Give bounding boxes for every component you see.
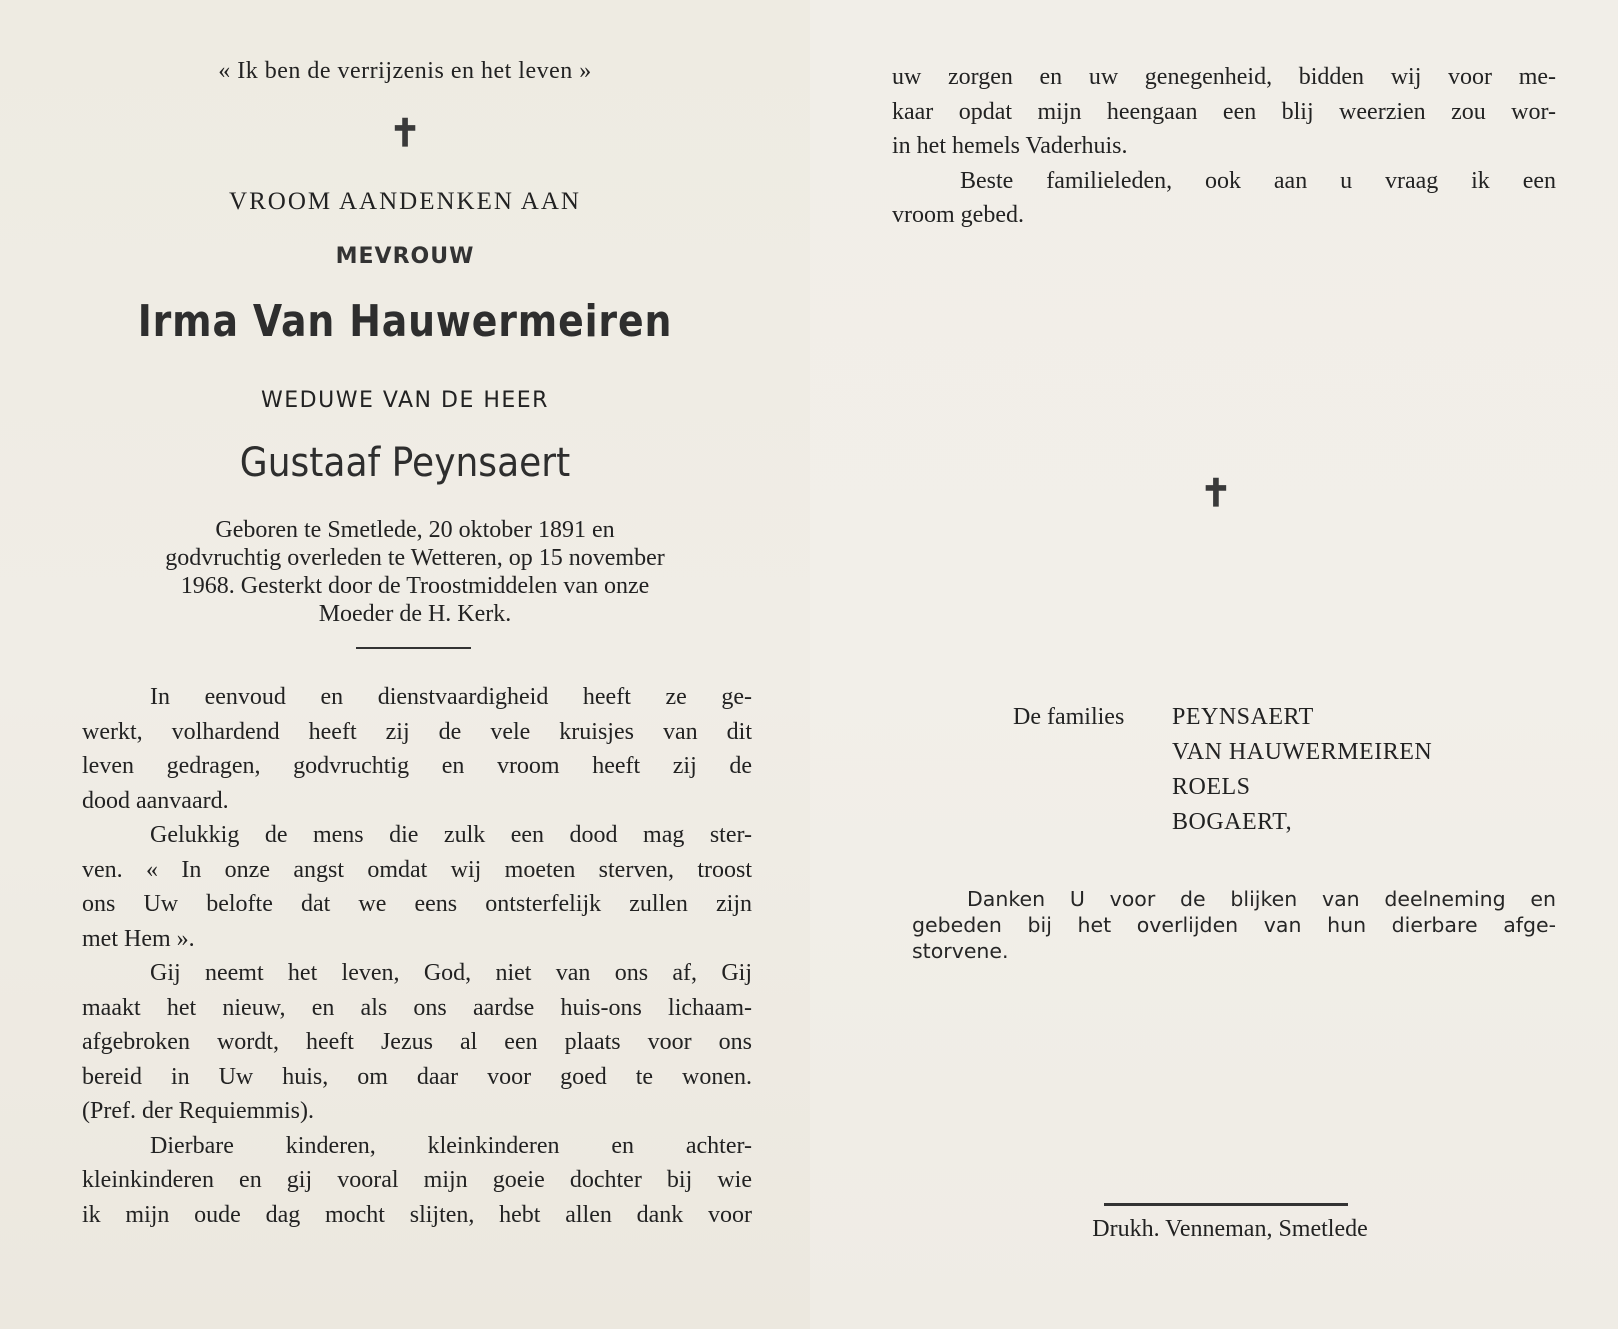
biography xyxy=(80,516,750,628)
family-row xyxy=(1013,770,1432,805)
bio-line: Geboren te Smetlede, 20 oktober 1891 en xyxy=(215,517,615,543)
text-line: kaar opdat mijn heengaan een blij weerzien zou wor- xyxy=(892,98,1556,125)
deceased-name: Irma Van Hauwermeiren xyxy=(137,296,673,347)
title-mevrouw: MEVROUW xyxy=(335,244,475,269)
printer-credit: Drukh. Venneman, Smetlede xyxy=(1092,1216,1368,1242)
text-line: ons Uw belofte dat we eens ontsterfelijk zullen zijn xyxy=(82,891,752,917)
family-name: VAN HAUWERMEIREN xyxy=(1172,739,1433,765)
text-line: dood aanvaard. xyxy=(82,787,229,814)
motto: « Ik ben de verrijzenis en het leven » xyxy=(218,58,592,84)
cross-icon: ✝ xyxy=(389,110,421,155)
thanks-text xyxy=(912,886,1556,964)
husband-name: Gustaaf Peynsaert xyxy=(239,440,571,486)
text-line: ven. « In onze angst omdat wij moeten sterven, troost xyxy=(82,856,752,883)
family-row xyxy=(1013,700,1432,735)
bio-line: Moeder de H. Kerk. xyxy=(318,601,512,627)
text-line: afgebroken wordt, heeft Jezus al een plaats voor ons xyxy=(82,1029,752,1055)
divider xyxy=(356,647,471,649)
text-line: Gij neemt het leven, God, niet van ons af, Gij xyxy=(150,960,752,986)
family-name: ROELS xyxy=(1172,774,1251,800)
text-line: Dierbare kinderen, kleinkinderen en achter- xyxy=(150,1132,752,1159)
family-row xyxy=(1013,805,1432,840)
family-name: PEYNSAERT xyxy=(1172,704,1314,730)
right-body-text xyxy=(892,60,1556,233)
cross-icon: ✝ xyxy=(1200,470,1232,515)
bio-line: 1968. Gesterkt door de Troostmiddelen van onze xyxy=(180,573,650,599)
bio-line: godvruchtig overleden te Wetteren, op 15 november xyxy=(165,545,665,571)
text-line: kleinkinderen en gij vooral mijn goeie dochter bij wie xyxy=(82,1167,752,1193)
text-line: Danken U voor de blijken van deelneming en xyxy=(967,887,1556,911)
divider xyxy=(1104,1203,1348,1206)
text-line: storvene. xyxy=(912,939,1009,963)
text-line: bereid in Uw huis, om daar voor goed te wonen. xyxy=(82,1063,752,1090)
left-body-text xyxy=(82,680,752,1232)
text-line: maakt het nieuw, en als ons aardse huis-ons lichaam- xyxy=(82,994,752,1021)
text-line: werkt, volhardend heeft zij de vele kruisjes van dit xyxy=(82,718,752,745)
families-list xyxy=(1013,700,1432,840)
text-line: met Hem ». xyxy=(82,925,195,952)
text-line: vroom gebed. xyxy=(892,202,1024,228)
text-line: Gelukkig de mens die zulk een dood mag ster- xyxy=(150,822,752,848)
text-line: gebeden bij het overlijden van hun dierbare afge- xyxy=(912,913,1556,937)
family-row xyxy=(1013,735,1432,770)
families-label: De families xyxy=(1013,704,1125,730)
text-line: uw zorgen en uw genegenheid, bidden wij voor me- xyxy=(892,64,1556,90)
family-name: BOGAERT, xyxy=(1172,809,1293,835)
text-line: Beste familieleden, ook aan u vraag ik een xyxy=(960,167,1556,194)
memorial-heading: VROOM AANDENKEN AAN xyxy=(229,188,581,215)
relation-text: WEDUWE VAN DE HEER xyxy=(261,388,549,413)
text-line: ik mijn oude dag mocht slijten, hebt allen dank voor xyxy=(82,1201,752,1228)
text-line: (Pref. der Requiemmis). xyxy=(82,1098,314,1124)
text-line: in het hemels Vaderhuis. xyxy=(892,133,1128,159)
text-line: leven gedragen, godvruchtig en vroom heeft zij de xyxy=(82,753,752,779)
text-line: In eenvoud en dienstvaardigheid heeft ze ge- xyxy=(150,684,752,710)
